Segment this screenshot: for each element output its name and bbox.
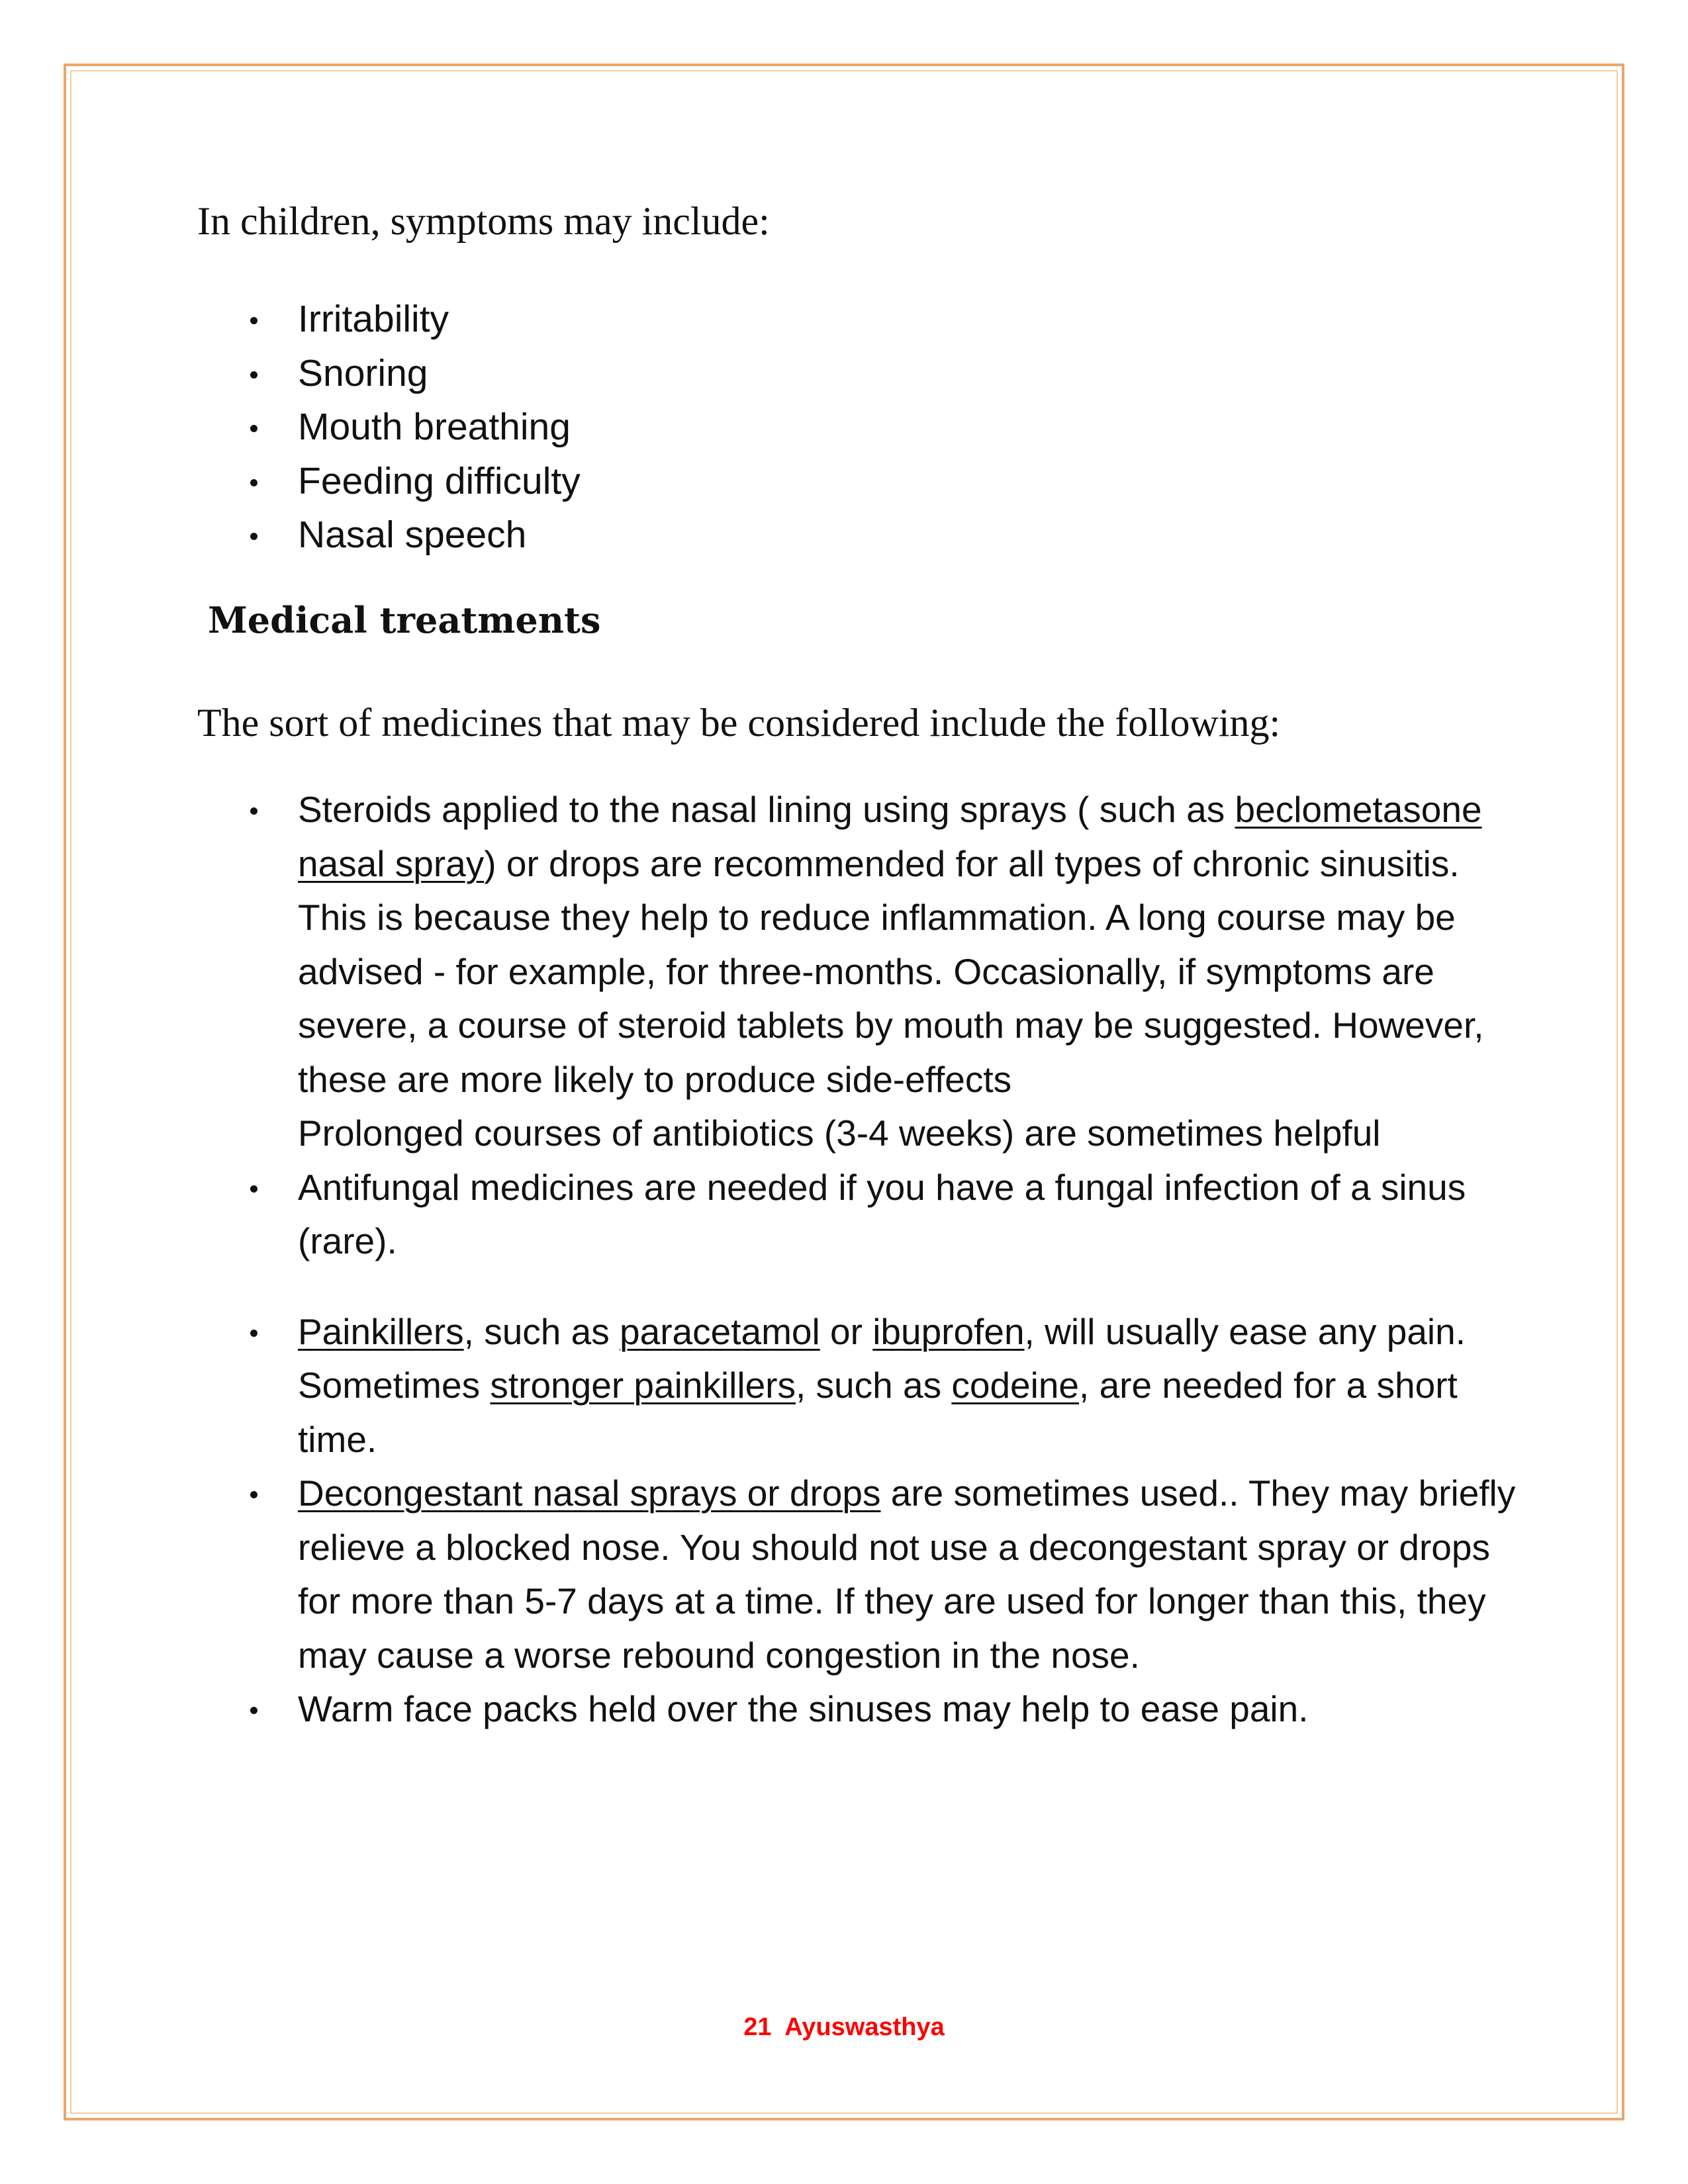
decongestant-link[interactable]: Decongestant nasal sprays or drops: [298, 1473, 881, 1514]
treatment-antifungal: Antifungal medicines are needed if you have a fungal infection of a sinus (rare).: [298, 1161, 1516, 1269]
painkillers-text: , are needed for a short time.: [298, 1365, 1458, 1460]
list-item: Mouth breathing: [298, 400, 1556, 455]
lead-text: The sort of medicines that may be considered include the following:: [197, 701, 1281, 745]
list-item: Feeding difficulty: [298, 455, 1556, 509]
painkillers-text: , such as: [795, 1365, 952, 1406]
painkillers-text: , will usually ease any pain. Sometimes: [298, 1310, 1466, 1406]
list-item: Irritability: [298, 293, 1556, 347]
painkillers-text: , such as: [463, 1310, 620, 1352]
paracetamol-link[interactable]: paracetamol: [620, 1310, 820, 1352]
beclometasone-link[interactable]: beclometasone nasal spray: [298, 789, 1482, 884]
intro-text: In children, symptoms may include:: [197, 199, 770, 243]
ibuprofen-link[interactable]: ibuprofen: [872, 1310, 1025, 1352]
children-symptoms-list: [298, 293, 1556, 563]
page-number: 21: [743, 2013, 772, 2041]
list-item: Nasal speech: [298, 508, 1556, 563]
steroids-text: Steroids applied to the nasal lining using sprays ( such as: [298, 789, 1235, 830]
stronger-painkillers-link[interactable]: stronger painkillers: [490, 1365, 796, 1406]
steroids-text-cont: ) or drops are recommended for all types of chronic sinusitis. This is because they help to reduce inflammation. A long course may be advised - for example, for three-months. Occasionally, if symptoms are severe, a course of steroid tablets by mouth may be suggested. However, these are more likely to produce side-effects: [298, 842, 1484, 1100]
painkillers-text: or: [820, 1310, 873, 1352]
decongestant-text: are sometimes used.. They may briefly relieve a blocked nose. You should not use a decongestant spray or drops for more than 5-7 days at a time. If they are used for longer than this, they may cause a worse rebound congestion in the nose.: [298, 1473, 1516, 1676]
treatment-steroids: [298, 783, 1516, 1161]
antibiotics-text: Prolonged courses of antibiotics (3-4 weeks) are sometimes helpful: [298, 1113, 1381, 1154]
treatment-painkillers: [298, 1305, 1516, 1467]
painkillers-link[interactable]: Painkillers: [298, 1310, 464, 1352]
codeine-link[interactable]: codeine: [951, 1365, 1080, 1406]
treatment-warm-packs: Warm face packs held over the sinuses may help to ease pain.: [298, 1682, 1516, 1737]
page-footer: [0, 2013, 1688, 2042]
list-item: Snoring: [298, 347, 1556, 401]
treatment-decongestant: [298, 1467, 1516, 1682]
publication-name: Ayuswasthya: [784, 2013, 945, 2041]
treatments-list: [298, 783, 1516, 1737]
section-heading: Medical treatments: [208, 599, 601, 641]
